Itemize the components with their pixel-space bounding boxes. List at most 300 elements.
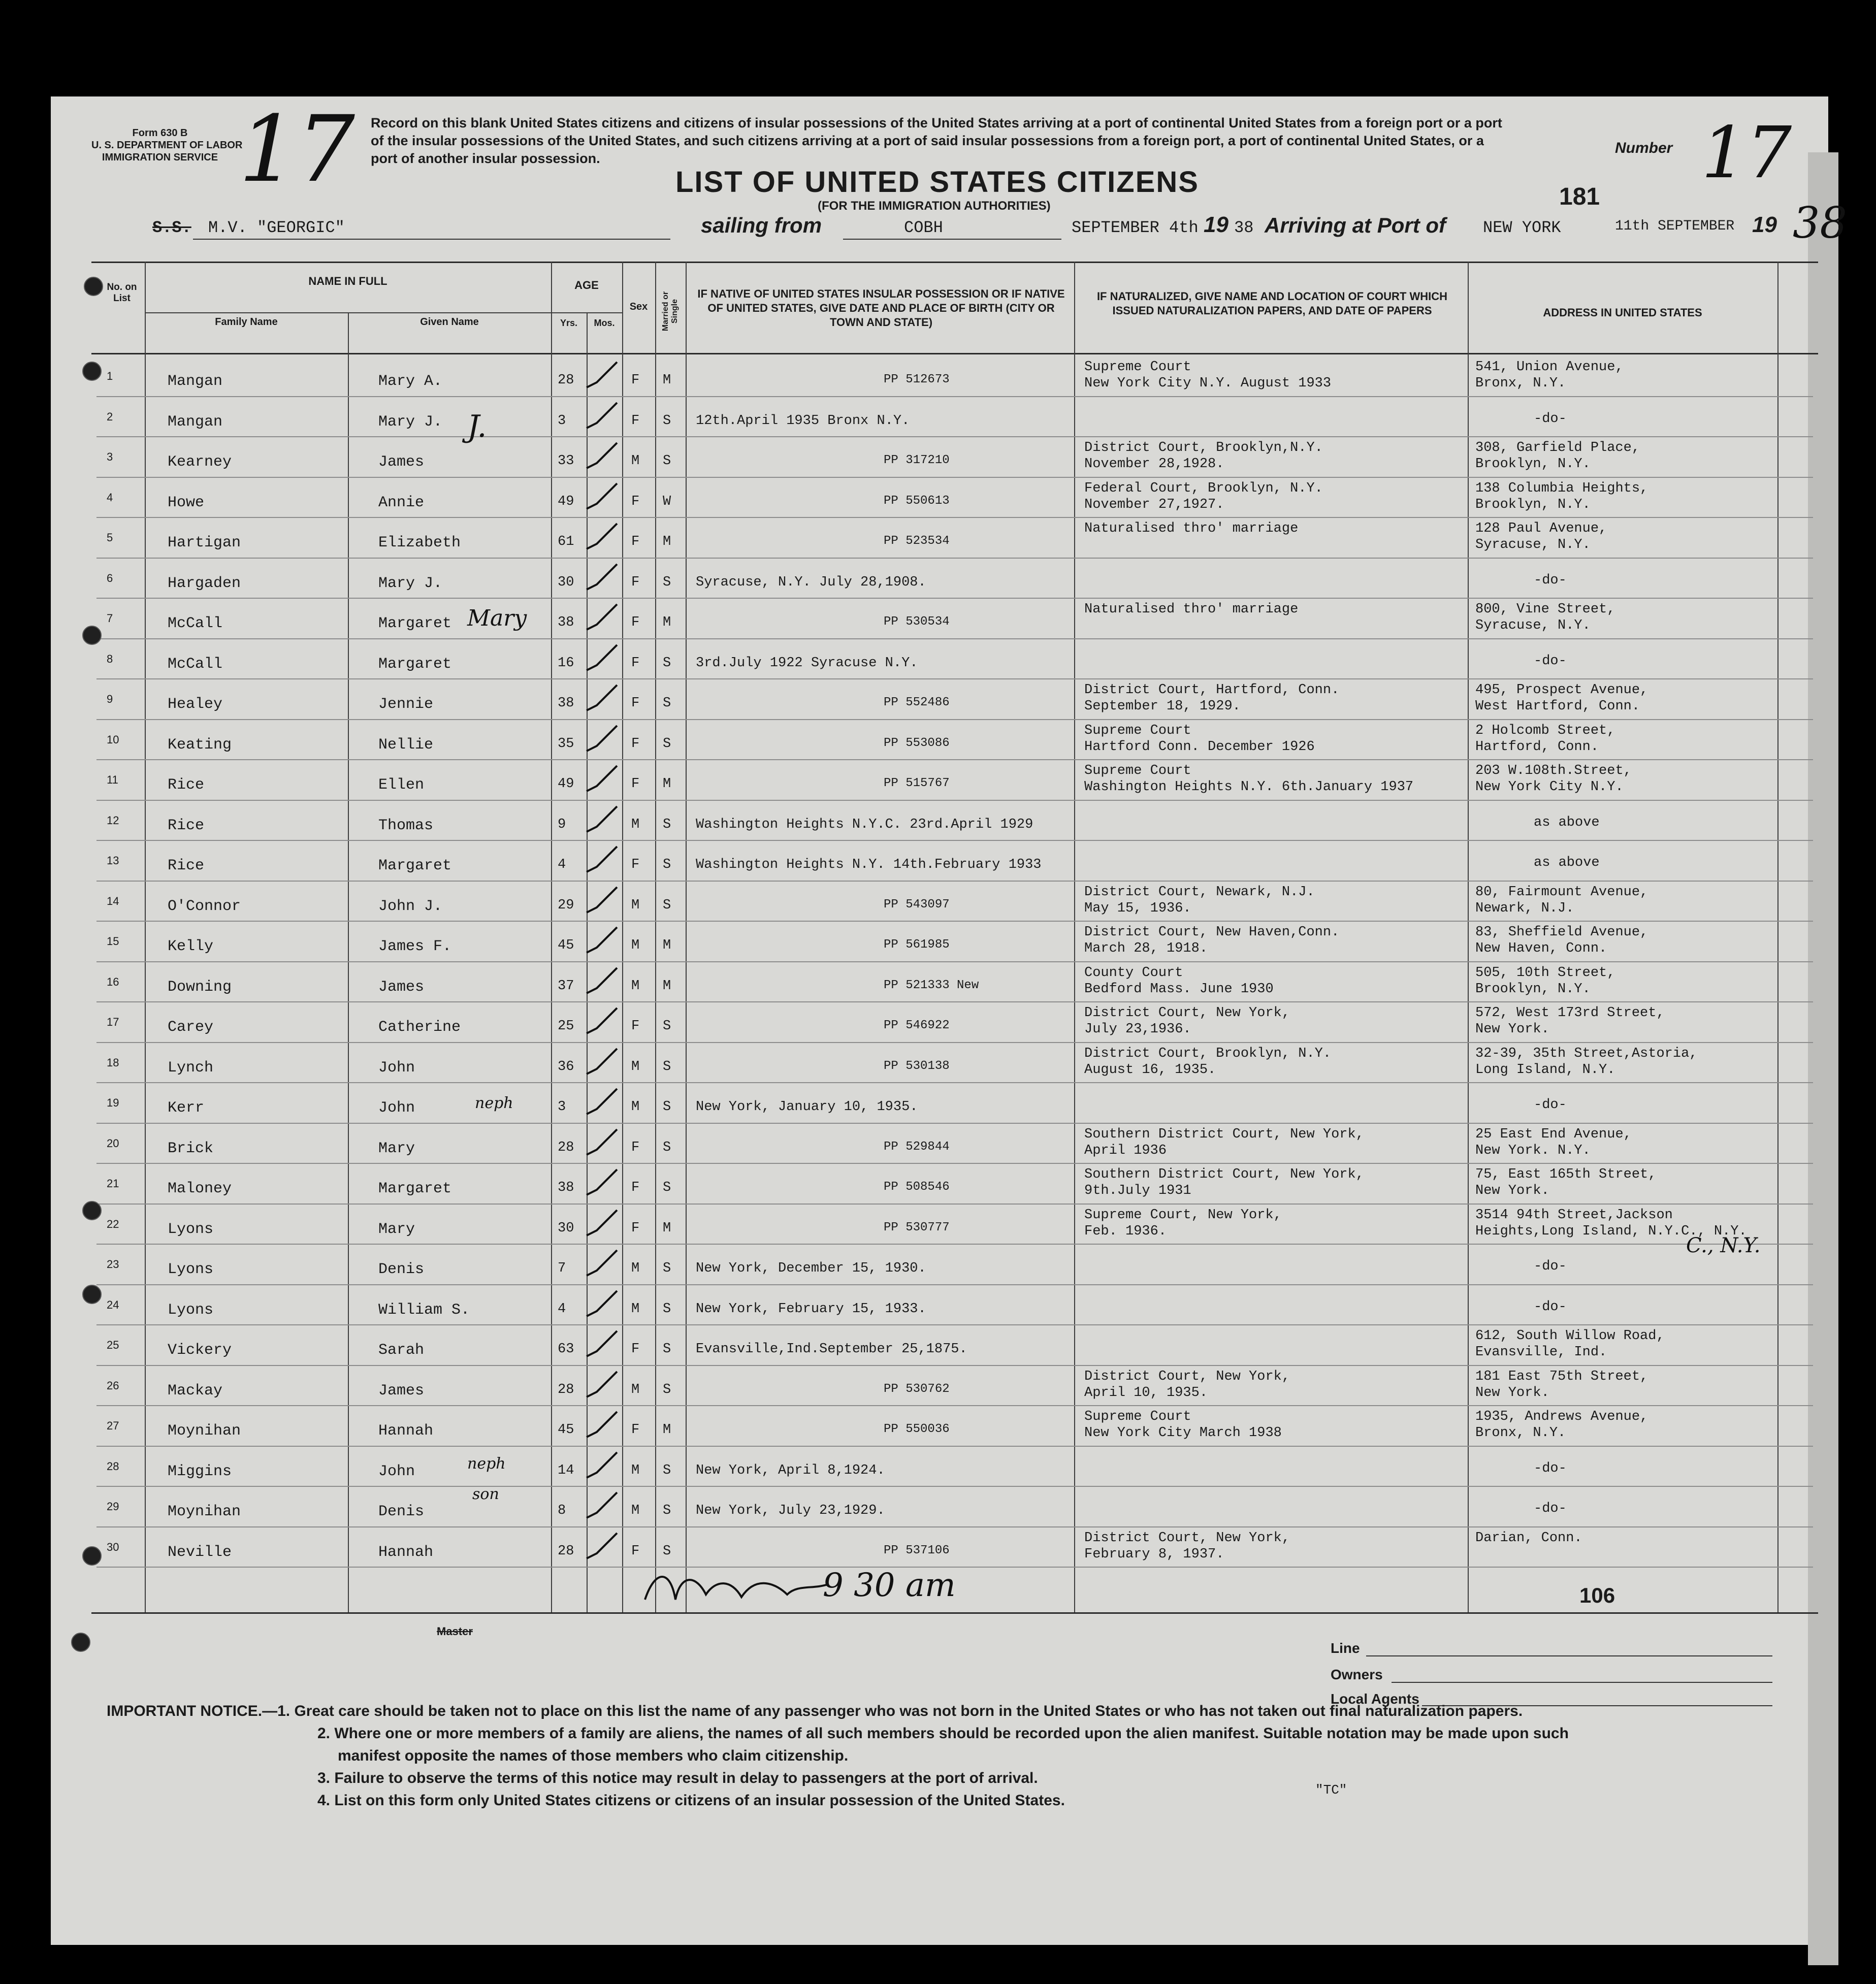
passport-cell: PP 537106 <box>884 1543 950 1557</box>
birth-info-cell: New York, April 8,1924. <box>696 1462 885 1478</box>
given-name-cell: Annie <box>378 494 425 511</box>
table-row <box>0 1042 1876 1083</box>
court-line-2: Washington Heights N.Y. 6th.January 1937 <box>1084 779 1414 795</box>
sailing-label: sailing from <box>701 213 822 237</box>
vessel-name: M.V. "GEORGIC" <box>208 218 345 237</box>
given-name-cell: John <box>378 1462 415 1480</box>
sex-cell: F <box>631 776 640 792</box>
row-number: 16 <box>107 975 119 988</box>
address-line-1: 505, 10th Street, <box>1475 965 1615 981</box>
row-number: 26 <box>107 1379 119 1392</box>
passport-cell: PP 550613 <box>884 494 950 508</box>
court-line-2: April 1936 <box>1084 1143 1167 1158</box>
check-mark-icon <box>584 1450 620 1485</box>
passport-cell: PP 550036 <box>884 1422 950 1436</box>
family-name-cell: Brick <box>168 1140 214 1157</box>
row-number: 24 <box>107 1298 119 1311</box>
handwritten-time-note: 9 30 am <box>823 1567 956 1604</box>
age-cell: 7 <box>558 1261 566 1276</box>
passport-cell: PP 530762 <box>884 1382 950 1396</box>
owners-field <box>1392 1682 1772 1683</box>
age-cell: 45 <box>558 938 574 953</box>
address-line-1: 308, Garfield Place, <box>1475 440 1640 456</box>
local-agents-label: Local Agents <box>1331 1691 1419 1707</box>
notice-item-1: —1. Great care should be taken not to place on this list the name of any passenger who was not born in the United States or who has not taken out final naturalization papers. <box>262 1703 1523 1719</box>
family-name-cell: Rice <box>168 817 205 834</box>
marital-status-cell: S <box>663 1180 671 1195</box>
court-line-1: Supreme Court <box>1084 723 1191 738</box>
owners-label: Owners <box>1331 1667 1383 1682</box>
check-mark-icon <box>584 1490 620 1525</box>
row-number: 30 <box>107 1540 119 1553</box>
address-line-2: New York City N.Y. <box>1475 779 1624 795</box>
address-line-2: Brooklyn, N.Y. <box>1475 981 1591 997</box>
court-line-1: Naturalised thro' marriage <box>1084 521 1299 536</box>
row-number: 2 <box>107 410 113 423</box>
row-number: 21 <box>107 1177 119 1190</box>
family-name-cell: Lyons <box>168 1301 214 1319</box>
address-line-1: -do- <box>1534 1501 1567 1516</box>
address-line-2: Hartford, Conn. <box>1475 739 1599 755</box>
check-mark-icon <box>584 1328 620 1364</box>
record-instructions: Record on this blank United States citizens and citizens of insular possessions of the United States arriving at a port of continental United States from a foreign port or a port of the insular possessions of the United States, and such citizens arriving at a port of said insular possessions from a foreign port, a port of continental United States, or a port of another insular possession. <box>371 115 1502 166</box>
table-row <box>0 396 1876 437</box>
court-line-1: District Court, Brooklyn, N.Y. <box>1084 1046 1332 1061</box>
notice-heading: IMPORTANT NOTICE. <box>107 1703 263 1719</box>
service-name: IMMIGRATION SERVICE <box>102 152 218 163</box>
address-line-2: Brooklyn, N.Y. <box>1475 457 1591 472</box>
row-number: 9 <box>107 693 113 705</box>
sex-cell: F <box>631 1140 640 1155</box>
birth-info-cell: New York, February 15, 1933. <box>696 1301 926 1317</box>
address-line-1: 181 East 75th Street, <box>1475 1369 1648 1384</box>
address-line-2: Brooklyn, N.Y. <box>1475 497 1591 512</box>
address-line-1: 203 W.108th.Street, <box>1475 763 1632 778</box>
court-line-1: Southern District Court, New York, <box>1084 1126 1364 1142</box>
family-name-cell: Downing <box>168 978 232 996</box>
court-line-2: February 8, 1937. <box>1084 1546 1224 1562</box>
passport-cell: PP 317210 <box>884 453 950 467</box>
family-name-cell: O'Connor <box>168 897 241 915</box>
family-name-cell: Vickery <box>168 1342 232 1359</box>
marital-status-cell: S <box>663 897 671 913</box>
marital-status-cell: S <box>663 1140 671 1155</box>
given-name-cell: Jennie <box>378 696 434 713</box>
header-no: No. on List <box>107 282 137 304</box>
row-number: 20 <box>107 1136 119 1150</box>
marital-status-cell: S <box>663 413 671 429</box>
birth-info-cell: Washington Heights N.Y. 14th.February 1933 <box>696 857 1042 872</box>
passport-cell: PP 530534 <box>884 615 950 629</box>
marital-status-cell: S <box>663 453 671 469</box>
family-name-cell: Carey <box>168 1019 214 1036</box>
table-row <box>0 1001 1876 1042</box>
table-row <box>0 355 1876 396</box>
court-line-2: New York City N.Y. August 1933 <box>1084 376 1332 391</box>
passport-cell: PP 508546 <box>884 1180 950 1194</box>
row-number: 17 <box>107 1016 119 1028</box>
address-line-2: Bronx, N.Y. <box>1475 376 1566 391</box>
given-name-cell: Hannah <box>378 1422 434 1440</box>
row-number: 18 <box>107 1056 119 1069</box>
birth-info-cell: Syracuse, N.Y. July 28,1908. <box>696 574 926 590</box>
check-mark-icon <box>584 1005 620 1041</box>
age-cell: 28 <box>558 1382 574 1397</box>
check-mark-icon <box>584 562 620 597</box>
table-row <box>0 1284 1876 1325</box>
address-line-2: Bronx, N.Y. <box>1475 1425 1566 1441</box>
underline <box>843 239 1061 240</box>
given-name-cell: James <box>378 453 425 471</box>
address-line-1: as above <box>1534 815 1600 830</box>
address-line-2: Syracuse, N.Y. <box>1475 618 1591 633</box>
address-line-2: Heights,Long Island, N.Y.C., N.Y. <box>1475 1223 1747 1239</box>
age-cell: 38 <box>558 696 574 711</box>
court-line-2: Bedford Mass. June 1930 <box>1084 981 1274 997</box>
check-mark-icon <box>584 642 620 678</box>
table-row <box>0 1163 1876 1204</box>
table-row <box>0 517 1876 558</box>
handwritten-son-note: son <box>472 1485 499 1503</box>
sex-cell: F <box>631 696 640 711</box>
header-address: ADDRESS IN UNITED STATES <box>1543 306 1702 319</box>
family-name-cell: Keating <box>168 736 232 754</box>
age-cell: 49 <box>558 776 574 792</box>
family-name-cell: Neville <box>168 1543 232 1561</box>
handwritten-name: Mary <box>467 605 527 631</box>
line-label: Line <box>1331 1640 1360 1656</box>
age-cell: 9 <box>558 817 566 832</box>
age-cell: 28 <box>558 1543 574 1559</box>
given-name-cell: James <box>378 1382 425 1400</box>
table-row <box>0 800 1876 840</box>
birth-info-cell: New York, December 15, 1930. <box>696 1261 926 1276</box>
family-name-cell: Healey <box>168 696 223 713</box>
row-number: 11 <box>107 773 118 786</box>
address-line-2: New York. N.Y. <box>1475 1143 1591 1158</box>
address-line-1: 2 Holcomb Street, <box>1475 723 1615 738</box>
sex-cell: M <box>631 1301 640 1317</box>
check-mark-icon <box>584 521 620 557</box>
age-cell: 45 <box>558 1422 574 1438</box>
given-name-cell: Margaret <box>378 655 452 673</box>
address-line-2: New Haven, Conn. <box>1475 941 1607 956</box>
row-number: 8 <box>107 652 113 665</box>
sex-cell: F <box>631 1543 640 1559</box>
row-number: 29 <box>107 1500 119 1513</box>
family-name-cell: Rice <box>168 776 205 794</box>
court-line-1: Southern District Court, New York, <box>1084 1167 1364 1182</box>
row-number: 28 <box>107 1459 119 1473</box>
address-line-1: 32-39, 35th Street,Astoria, <box>1475 1046 1698 1061</box>
sex-cell: M <box>631 1503 640 1518</box>
marital-status-cell: S <box>663 1462 671 1478</box>
passport-cell: PP 561985 <box>884 938 950 952</box>
table-row <box>0 961 1876 1002</box>
address-line-1: 3514 94th Street,Jackson <box>1475 1207 1673 1223</box>
address-line-1: 800, Vine Street, <box>1475 602 1615 617</box>
row-number: 7 <box>107 612 113 625</box>
marital-status-cell: S <box>663 1503 671 1518</box>
address-line-1: -do- <box>1534 1460 1567 1476</box>
marital-status-cell: M <box>663 776 671 792</box>
number-label: Number <box>1615 140 1673 156</box>
court-line-1: Federal Court, Brooklyn, N.Y. <box>1084 480 1323 496</box>
check-mark-icon <box>584 965 620 1001</box>
age-cell: 3 <box>558 1099 566 1115</box>
table-row <box>0 558 1876 598</box>
arriving-label: Arriving at Port of <box>1265 213 1446 237</box>
row-number: 15 <box>107 935 119 948</box>
check-mark-icon <box>584 804 620 839</box>
court-line-1: District Court, Newark, N.J. <box>1084 884 1315 900</box>
passport-cell: PP 553086 <box>884 736 950 750</box>
court-line-2: November 28,1928. <box>1084 457 1224 472</box>
marital-status-cell: M <box>663 534 671 549</box>
sex-cell: M <box>631 1099 640 1115</box>
sex-cell: M <box>631 1462 640 1478</box>
stamp-number: 181 <box>1559 183 1600 210</box>
handwritten-page-number: 17 <box>239 96 355 203</box>
check-mark-icon <box>584 360 620 395</box>
address-line-1: 128 Paul Avenue, <box>1475 521 1607 536</box>
court-line-2: August 16, 1935. <box>1084 1062 1216 1078</box>
age-cell: 33 <box>558 453 574 469</box>
birth-info-cell: 3rd.July 1922 Syracuse N.Y. <box>696 655 918 671</box>
family-name-cell: Lyons <box>168 1261 214 1278</box>
header-native-birth: IF NATIVE OF UNITED STATES INSULAR POSSESSION OR IF NATIVE OF UNITED STATES, GIVE DATE AND PLACE OF BIRTH (CITY OR TOWN AND STATE) <box>697 287 1065 329</box>
notice-item-3: 3. Failure to observe the terms of this notice may result in delay to passengers at the port of arrival. <box>317 1770 1038 1786</box>
address-line-1: -do- <box>1534 572 1567 588</box>
header-age: AGE <box>574 279 599 291</box>
check-mark-icon <box>584 1369 620 1405</box>
name-subheader-line <box>145 312 551 313</box>
age-cell: 28 <box>558 373 574 388</box>
sex-cell: M <box>631 453 640 469</box>
table-row <box>0 678 1876 719</box>
marital-status-cell: S <box>663 574 671 590</box>
age-cell: 16 <box>558 655 574 671</box>
marital-status-cell: S <box>663 1301 671 1317</box>
passport-cell: PP 530777 <box>884 1220 950 1234</box>
table-row <box>0 759 1876 800</box>
check-mark-icon <box>584 440 620 476</box>
address-line-2: Long Island, N.Y. <box>1475 1062 1615 1078</box>
age-cell: 8 <box>558 1503 566 1518</box>
check-mark-icon <box>584 723 620 759</box>
address-line-2: West Hartford, Conn. <box>1475 699 1640 714</box>
notice-item-2a: 2. Where one or more members of a family are aliens, the names of all such members should be recorded upon the alien manifest. Suitable notation may be made upon such <box>317 1725 1569 1742</box>
row-number: 12 <box>107 814 119 827</box>
marital-status-cell: M <box>663 615 671 630</box>
passport-cell: PP 546922 <box>884 1019 950 1032</box>
marital-status-cell: S <box>663 857 671 872</box>
family-name-cell: McCall <box>168 615 223 632</box>
given-name-cell: William S. <box>378 1301 470 1319</box>
sex-cell: F <box>631 615 640 630</box>
address-line-2: Evansville, Ind. <box>1475 1345 1607 1360</box>
age-cell: 14 <box>558 1462 574 1478</box>
address-line-1: as above <box>1534 855 1600 870</box>
given-name-cell: Nellie <box>378 736 434 754</box>
row-number: 22 <box>107 1217 119 1230</box>
family-name-cell: Kearney <box>168 453 232 471</box>
sex-cell: F <box>631 857 640 872</box>
table-row <box>0 840 1876 881</box>
check-mark-icon <box>584 885 620 920</box>
family-name-cell: Miggins <box>168 1462 232 1480</box>
court-line-2: Hartford Conn. December 1926 <box>1084 739 1315 755</box>
age-cell: 25 <box>558 1019 574 1034</box>
sailing-year: 38 <box>1234 218 1254 237</box>
sex-cell: F <box>631 736 640 752</box>
line-field <box>1366 1655 1772 1656</box>
binding-hole <box>82 626 102 645</box>
table-row <box>0 1082 1876 1123</box>
address-line-1: 541, Union Avenue, <box>1475 360 1624 375</box>
handwritten-address-note: C., N.Y. <box>1686 1234 1761 1257</box>
court-line-2: March 28, 1918. <box>1084 941 1208 956</box>
family-name-cell: Mackay <box>168 1382 223 1400</box>
given-name-cell: Hannah <box>378 1543 434 1561</box>
birth-info-cell: New York, July 23,1929. <box>696 1503 885 1518</box>
check-mark-icon <box>584 400 620 436</box>
row-number: 23 <box>107 1258 119 1271</box>
age-cell: 30 <box>558 574 574 590</box>
court-line-2: Feb. 1936. <box>1084 1223 1167 1239</box>
age-cell: 29 <box>558 897 574 913</box>
check-mark-icon <box>584 763 620 799</box>
handwritten-initial: J. <box>467 409 487 444</box>
table-row <box>0 638 1876 679</box>
given-name-cell: Denis <box>378 1261 425 1278</box>
sex-cell: F <box>631 574 640 590</box>
header-yrs: Yrs. <box>560 318 578 328</box>
family-name-cell: Moynihan <box>168 1503 241 1520</box>
header-bottom-border <box>91 353 1818 354</box>
given-name-cell: Mary J. <box>378 413 443 431</box>
form-subtitle: (FOR THE IMMIGRATION AUTHORITIES) <box>818 199 1051 213</box>
given-name-cell: Ellen <box>378 776 425 794</box>
table-row <box>0 881 1876 921</box>
sex-cell: F <box>631 494 640 509</box>
header-given-name: Given Name <box>420 316 479 328</box>
court-line-2: 9th.July 1931 <box>1084 1183 1191 1198</box>
header-family-name: Family Name <box>215 316 278 328</box>
sex-cell: F <box>631 1180 640 1195</box>
form-title: LIST OF UNITED STATES CITIZENS <box>675 166 1199 199</box>
sex-cell: M <box>631 897 640 913</box>
arrival-date: 11th SEPTEMBER <box>1615 218 1735 234</box>
sex-cell: M <box>631 938 640 953</box>
passport-cell: PP 512673 <box>884 373 950 386</box>
row-number: 6 <box>107 571 113 584</box>
form-number: Form 630 B <box>132 127 188 139</box>
age-cell: 35 <box>558 736 574 752</box>
family-name-cell: Lyons <box>168 1220 214 1238</box>
sex-cell: M <box>631 817 640 832</box>
address-line-2: New York. <box>1475 1385 1549 1401</box>
age-cell: 38 <box>558 1180 574 1195</box>
address-line-1: 83, Sheffield Avenue, <box>1475 925 1648 940</box>
birth-info-cell: Washington Heights N.Y.C. 23rd.April 1929 <box>696 817 1033 832</box>
check-mark-icon <box>584 1086 620 1122</box>
family-name-cell: Maloney <box>168 1180 232 1197</box>
court-line-1: District Court, New Haven,Conn. <box>1084 925 1340 940</box>
check-mark-icon <box>584 1167 620 1202</box>
binding-hole <box>82 1201 102 1220</box>
sex-cell: M <box>631 978 640 994</box>
given-name-cell: Mary <box>378 1140 415 1157</box>
marital-status-cell: S <box>663 1342 671 1357</box>
age-cell: 61 <box>558 534 574 549</box>
sex-cell: F <box>631 655 640 671</box>
marital-status-cell: S <box>663 817 671 832</box>
table-row <box>0 477 1876 517</box>
sex-cell: F <box>631 1019 640 1034</box>
year-prefix: 19 <box>1204 212 1228 237</box>
age-cell: 38 <box>558 615 574 630</box>
age-cell: 63 <box>558 1342 574 1357</box>
sex-cell: F <box>631 1342 640 1357</box>
family-name-cell: Howe <box>168 494 205 511</box>
notice-item-2b: manifest opposite the names of those members who claim citizenship. <box>338 1747 849 1764</box>
row-number: 10 <box>107 733 119 746</box>
given-name-cell: Mary J. <box>378 574 443 592</box>
passport-cell: PP 515767 <box>884 776 950 790</box>
address-line-2: New York. <box>1475 1022 1549 1037</box>
sex-cell: M <box>631 1059 640 1075</box>
given-name-cell: Denis <box>378 1503 425 1520</box>
notice-item-4: 4. List on this form only United States citizens or citizens of an insular possession of the United States. <box>317 1792 1065 1809</box>
address-line-1: 80, Fairmount Avenue, <box>1475 884 1648 900</box>
arrival-port: NEW YORK <box>1483 218 1561 237</box>
court-line-1: Supreme Court, New York, <box>1084 1207 1282 1223</box>
table-row <box>0 1365 1876 1406</box>
birth-info-cell: 12th.April 1935 Bronx N.Y. <box>696 413 910 429</box>
court-line-1: County Court <box>1084 965 1183 981</box>
table-row <box>0 1324 1876 1365</box>
passport-cell: PP 530138 <box>884 1059 950 1073</box>
check-mark-icon <box>584 1409 620 1445</box>
header-mos: Mos. <box>594 318 615 328</box>
marital-status-cell: S <box>663 736 671 752</box>
check-mark-icon <box>584 1208 620 1243</box>
passport-cell: PP 529844 <box>884 1140 950 1154</box>
given-name-cell: Mary <box>378 1220 415 1238</box>
vessel-prefix: S.S. <box>152 218 191 237</box>
family-name-cell: Mangan <box>168 373 223 390</box>
handwritten-nephew-note: neph <box>475 1094 513 1112</box>
underline <box>193 239 670 240</box>
total-count: 106 <box>1579 1583 1615 1607</box>
age-cell: 3 <box>558 413 566 429</box>
header-married-single: Married or Single <box>661 291 679 332</box>
address-line-1: 1935, Andrews Avenue, <box>1475 1409 1648 1424</box>
table-row <box>0 1123 1876 1163</box>
court-line-1: Supreme Court <box>1084 763 1191 778</box>
age-cell: 36 <box>558 1059 574 1075</box>
department-name: U. S. DEPARTMENT OF LABOR <box>91 140 243 151</box>
sex-cell: F <box>631 1220 640 1236</box>
marital-status-cell: S <box>663 1059 671 1075</box>
court-line-1: District Court, New York, <box>1084 1530 1290 1546</box>
given-name-cell: Margaret <box>378 1180 452 1197</box>
passport-cell: PP 521333 New <box>884 978 979 992</box>
binding-hole <box>82 362 102 381</box>
address-line-1: -do- <box>1534 653 1567 669</box>
given-name-cell: Sarah <box>378 1342 425 1359</box>
